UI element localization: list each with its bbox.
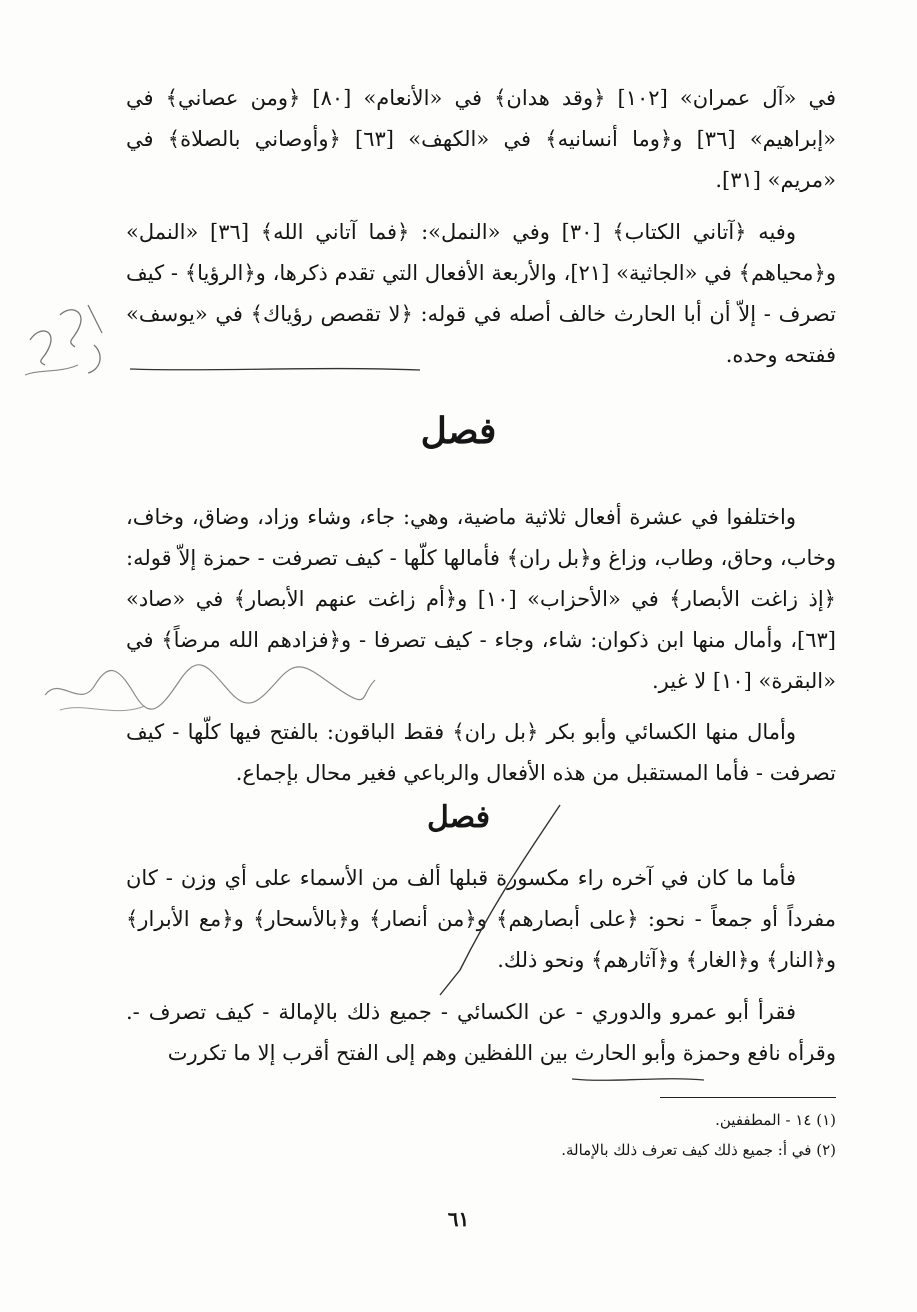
footnote-2: (٢) في أ: جميع ذلك كيف تعرف ذلك بالإمالة. [561, 1141, 836, 1159]
footnote-divider [660, 1097, 836, 1098]
section-heading-2: فصل [426, 800, 491, 835]
paragraph-1-text: في «آل عمران» [١٠٢] ﴿وقد هدان﴾ في «الأنعام» [٨٠] ﴿ومن عصاني﴾ في «إبراهيم» [٣٦] و﴿وما أنسانيه﴾ في «الكهف» [٦٣] ﴿وأوصاني بالصلاة﴾ في «مريم» [٣١]. [126, 86, 837, 192]
paragraph-4-text [126, 712, 836, 794]
paragraph-6 [126, 992, 836, 1074]
paragraph-2-text [126, 212, 836, 376]
paragraph-4-content: وأمال منها الكسائي وأبو بكر ﴿بل ران﴾ فقط الباقون: بالفتح فيها كلّها - كيف تصرفت - فأما المستقبل من هذه الأفعال والرباعي فغير محال بإجماع. [126, 720, 836, 785]
section-heading-1: فصل [420, 410, 497, 452]
paragraph-1 [126, 78, 836, 201]
footnote-1: (١) ١٤ - المطففين. [715, 1111, 836, 1129]
footnotes [400, 1105, 836, 1165]
paragraph-2 [126, 212, 836, 376]
margin-handwriting-1 [10, 285, 120, 395]
paragraph-3 [126, 497, 836, 702]
paragraph-3-text [126, 497, 836, 702]
underline-mark-2 [572, 1073, 704, 1087]
paragraph-5-content: فأما ما كان في آخره راء مكسورة قبلها ألف من الأسماء على أي وزن - كان مفرداً أو جمعاً - نحو: ﴿على أبصارهم﴾ و﴿من أنصار﴾ و﴿بالأسحار﴾ و﴿مع الأبرار﴾ و﴿النار﴾ و﴿الغار﴾ و﴿آثارهم﴾ ونحو ذلك. [126, 866, 836, 972]
paragraph-2-content: وفيه ﴿آتاني الكتاب﴾ [٣٠] وفي «النمل»: ﴿فما آتاني الله﴾ [٣٦] «النمل» و﴿محياهم﴾ في «الجاثية» [٢١]، والأربعة الأفعال التي تقدم ذكرها، و﴿الرؤيا﴾ - كيف تصرف - إلاّ أن أبا الحارث خالف أصله في قوله: ﴿لا تقصص رؤياك﴾ في «يوسف» ففتحه وحده. [126, 220, 836, 367]
paragraph-5-text [126, 858, 836, 981]
paragraph-6-content: فقرأ أبو عمرو والدوري - عن الكسائي - جميع ذلك بالإمالة - كيف تصرف -. وقرأه نافع وحمزة وأبو الحارث بين اللفظين وهم إلى الفتح أقرب إلا ما تكررت [126, 1000, 836, 1065]
paragraph-6-text [126, 992, 836, 1074]
page-number: ٦١ [447, 1207, 470, 1231]
paragraph-4 [126, 712, 836, 794]
paragraph-5 [126, 858, 836, 981]
paragraph-3-content: واختلفوا في عشرة أفعال ثلاثية ماضية، وهي: جاء، وشاء وزاد، وضاق، وخاف، وخاب، وحاق، وطاب، وزاغ و﴿بل ران﴾ فأمالها كلّها - كيف تصرفت - حمزة إلاّ قوله: ﴿إذ زاغت الأبصار﴾ في «الأحزاب» [١٠] و﴿أم زاغت عنهم الأبصار﴾ في «صاد» [٦٣]، وأمال منها ابن ذكوان: شاء، وجاء - كيف تصرفا - و﴿فزادهم الله مرضاً﴾ في «البقرة» [١٠] لا غير. [126, 505, 836, 693]
